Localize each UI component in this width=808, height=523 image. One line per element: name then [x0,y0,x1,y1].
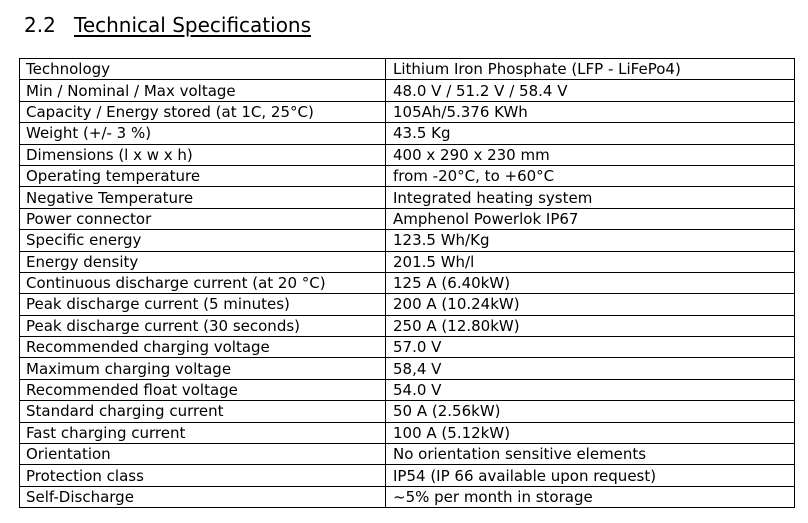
spec-label: Peak discharge current (30 seconds) [20,315,386,336]
spec-row [20,101,795,122]
section-heading [24,10,311,40]
spec-row [20,294,795,315]
spec-value: Integrated heating system [386,187,795,208]
spec-value: 250 A (12.80kW) [386,315,795,336]
spec-row [20,379,795,400]
spec-label: Standard charging current [20,401,386,422]
spec-row [20,80,795,101]
spec-value: Lithium Iron Phosphate (LFP - LiFePo4) [386,59,795,80]
spec-value: 48.0 V / 51.2 V / 58.4 V [386,80,795,101]
spec-label: Energy density [20,251,386,272]
spec-row [20,315,795,336]
spec-label: Continuous discharge current (at 20 °C) [20,272,386,293]
spec-row [20,251,795,272]
spec-value: 50 A (2.56kW) [386,401,795,422]
section-title: Technical Specifications [74,13,312,37]
spec-row [20,59,795,80]
spec-value: 100 A (5.12kW) [386,422,795,443]
spec-row [20,401,795,422]
spec-label: Weight (+/- 3 %) [20,123,386,144]
spec-value: 200 A (10.24kW) [386,294,795,315]
spec-row [20,444,795,465]
spec-row [20,422,795,443]
spec-value: IP54 (IP 66 available upon request) [386,465,795,486]
spec-label: Dimensions (l x w x h) [20,144,386,165]
section-number: 2.2 [24,13,56,37]
spec-label: Orientation [20,444,386,465]
spec-row [20,272,795,293]
spec-row [20,187,795,208]
spec-label: Min / Nominal / Max voltage [20,80,386,101]
spec-label: Capacity / Energy stored (at 1C, 25°C) [20,101,386,122]
spec-label: Negative Temperature [20,187,386,208]
spec-label: Peak discharge current (5 minutes) [20,294,386,315]
spec-row [20,358,795,379]
spec-label: Self-Discharge [20,486,386,507]
spec-row [20,465,795,486]
spec-row [20,230,795,251]
spec-row [20,337,795,358]
spec-row [20,144,795,165]
spec-row [20,165,795,186]
spec-row [20,123,795,144]
spec-label: Operating temperature [20,165,386,186]
spec-label: Maximum charging voltage [20,358,386,379]
spec-row [20,208,795,229]
spec-value: No orientation sensitive elements [386,444,795,465]
technical-specifications-table [19,58,795,508]
spec-label: Fast charging current [20,422,386,443]
spec-value: 125 A (6.40kW) [386,272,795,293]
spec-value: 57.0 V [386,337,795,358]
spec-label: Power connector [20,208,386,229]
spec-value: from -20°C, to +60°C [386,165,795,186]
spec-value: 400 x 290 x 230 mm [386,144,795,165]
spec-value: 58,4 V [386,358,795,379]
spec-value: 105Ah/5.376 KWh [386,101,795,122]
spec-value: ~5% per month in storage [386,486,795,507]
spec-table-body [20,59,795,508]
spec-label: Protection class [20,465,386,486]
spec-label: Specific energy [20,230,386,251]
spec-row [20,486,795,507]
spec-label: Recommended float voltage [20,379,386,400]
spec-label: Recommended charging voltage [20,337,386,358]
spec-value: 54.0 V [386,379,795,400]
spec-value: 43.5 Kg [386,123,795,144]
spec-value: Amphenol Powerlok IP67 [386,208,795,229]
spec-value: 201.5 Wh/l [386,251,795,272]
spec-value: 123.5 Wh/Kg [386,230,795,251]
spec-label: Technology [20,59,386,80]
